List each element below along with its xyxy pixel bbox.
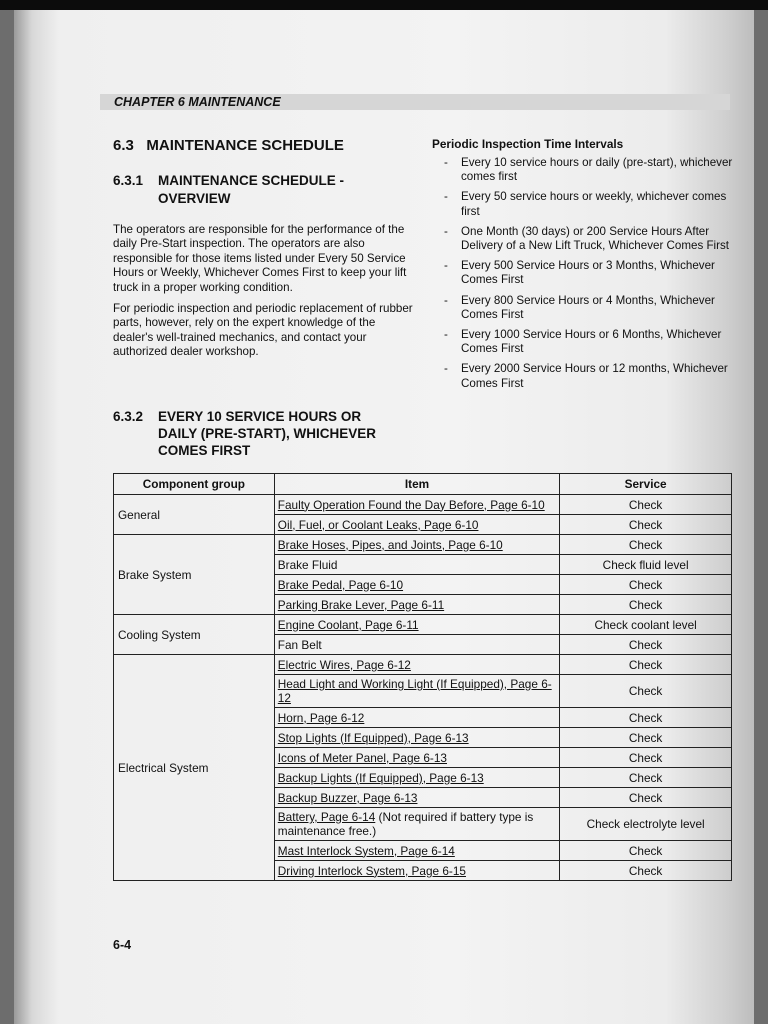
page-reference-link[interactable]: Head Light and Working Light (If Equipped), Page 6-12: [277, 677, 552, 705]
page-reference-link[interactable]: Brake Pedal, Page 6-10: [277, 577, 404, 592]
column-header-service: Service: [560, 474, 732, 495]
page-number: 6-4: [113, 938, 132, 952]
item-cell: [274, 768, 559, 788]
service-cell: Check: [560, 595, 732, 615]
column-header-item: Item: [274, 474, 559, 495]
item-cell: [274, 861, 559, 881]
service-cell: Check: [560, 708, 732, 728]
subsection-2-number: 6.3.2: [113, 409, 144, 424]
paragraph-2: For periodic inspection and periodic replacement of rubber parts, however, rely on the expert knowledge of the dealer's well-trained mechanics, and contact your authorized dealer workshop.: [113, 302, 413, 359]
interval-item: - Every 500 Service Hours or 3 Months, Whichever Comes First: [444, 259, 715, 287]
component-group-cell: Electrical System: [114, 655, 275, 881]
page-reference-link[interactable]: Icons of Meter Panel, Page 6-13: [277, 750, 447, 765]
item-cell: [274, 728, 559, 748]
item-cell: Brake Fluid: [274, 555, 559, 575]
table-row: [114, 535, 732, 555]
page-reference-link[interactable]: Engine Coolant, Page 6-11: [277, 617, 419, 632]
item-cell: [274, 748, 559, 768]
component-group-cell: Brake System: [114, 535, 275, 615]
service-cell: Check: [560, 748, 732, 768]
subsection-2-heading: [113, 408, 398, 459]
page-reference-link[interactable]: Backup Buzzer, Page 6-13: [277, 790, 418, 805]
service-cell: Check: [560, 535, 732, 555]
page-reference-link[interactable]: Electric Wires, Page 6-12: [277, 657, 411, 672]
paragraph-1: The operators are responsible for the performance of the daily Pre-Start inspection. The operators are also responsible for those items listed under Every 50 Service Hours or Weekly, Whichever Comes First to keep your lift truck in a proper working condition.: [113, 223, 407, 294]
component-group-cell: Cooling System: [114, 615, 275, 655]
item-cell: [274, 495, 559, 515]
item-cell: Fan Belt: [274, 635, 559, 655]
column-header-component-group: Component group: [114, 474, 275, 495]
page-reference-link[interactable]: Stop Lights (If Equipped), Page 6-13: [277, 730, 469, 745]
item-note: (Not required if battery type is maintenance free.): [277, 810, 534, 838]
item-cell: [274, 535, 559, 555]
service-cell: Check: [560, 728, 732, 748]
service-cell: Check: [560, 635, 732, 655]
item-cell: [274, 808, 559, 841]
page-reference-link[interactable]: Backup Lights (If Equipped), Page 6-13: [277, 770, 484, 785]
item-cell: [274, 841, 559, 861]
service-cell: Check: [560, 575, 732, 595]
page-reference-link[interactable]: Horn, Page 6-12: [277, 710, 365, 725]
maintenance-table: [113, 473, 732, 881]
service-cell: Check: [560, 515, 732, 535]
table-row: [114, 495, 732, 515]
section-number: 6.3: [113, 137, 134, 154]
page-reference-link[interactable]: Parking Brake Lever, Page 6-11: [277, 597, 445, 612]
section-title: MAINTENANCE SCHEDULE: [146, 137, 344, 154]
item-cell: [274, 615, 559, 635]
scan-edge: [0, 0, 768, 10]
item-cell: [274, 575, 559, 595]
service-cell: Check: [560, 655, 732, 675]
service-cell: Check: [560, 788, 732, 808]
service-cell: Check electrolyte level: [560, 808, 732, 841]
subsection-number: 6.3.1: [113, 173, 144, 188]
item-cell: [274, 788, 559, 808]
page-reference-link[interactable]: Faulty Operation Found the Day Before, Page 6-10: [277, 497, 545, 512]
chapter-header: CHAPTER 6 MAINTENANCE: [114, 95, 281, 109]
interval-item: - One Month (30 days) or 200 Service Hours After Delivery of a New Lift Truck, Whichever Comes First: [444, 224, 730, 253]
service-cell: Check: [560, 841, 732, 861]
item-cell: [274, 675, 559, 708]
interval-item: - Every 800 Service Hours or 4 Months, Whichever Comes First: [444, 293, 715, 321]
intervals-list: [444, 156, 734, 397]
subsection-heading: [113, 172, 398, 208]
table-body: [114, 495, 732, 881]
table-row: [114, 655, 732, 675]
service-cell: Check coolant level: [560, 615, 732, 635]
interval-item: - Every 1000 Service Hours or 6 Months, Whichever Comes First: [444, 328, 722, 356]
page-reference-link[interactable]: Brake Hoses, Pipes, and Joints, Page 6-10: [277, 537, 503, 552]
service-cell: Check: [560, 495, 732, 515]
page-reference-link[interactable]: Driving Interlock System, Page 6-15: [277, 863, 466, 878]
service-cell: Check: [560, 675, 732, 708]
interval-item: - Every 2000 Service Hours or 12 months, Whichever Comes First: [444, 362, 728, 390]
subsection-2-title: EVERY 10 SERVICE HOURS OR DAILY (PRE-START), WHICHEVER COMES FIRST: [158, 409, 377, 458]
item-cell: [274, 655, 559, 675]
service-cell: Check: [560, 861, 732, 881]
item-cell: [274, 708, 559, 728]
page-reference-link[interactable]: Mast Interlock System, Page 6-14: [277, 843, 455, 858]
page-reference-link[interactable]: Battery, Page 6-14: [277, 810, 376, 824]
subsection-title: MAINTENANCE SCHEDULE - OVERVIEW: [158, 173, 345, 206]
page-reference-link[interactable]: Oil, Fuel, or Coolant Leaks, Page 6-10: [277, 517, 479, 532]
service-cell: Check fluid level: [560, 555, 732, 575]
intervals-heading: Periodic Inspection Time Intervals: [432, 137, 624, 151]
section-heading: [113, 137, 344, 154]
component-group-cell: General: [114, 495, 275, 535]
interval-item: - Every 10 service hours or daily (pre-start), whichever comes first: [444, 156, 733, 184]
table-row: [114, 615, 732, 635]
interval-item: - Every 50 service hours or weekly, whichever comes first: [444, 190, 727, 218]
item-cell: [274, 595, 559, 615]
service-cell: Check: [560, 768, 732, 788]
item-cell: [274, 515, 559, 535]
